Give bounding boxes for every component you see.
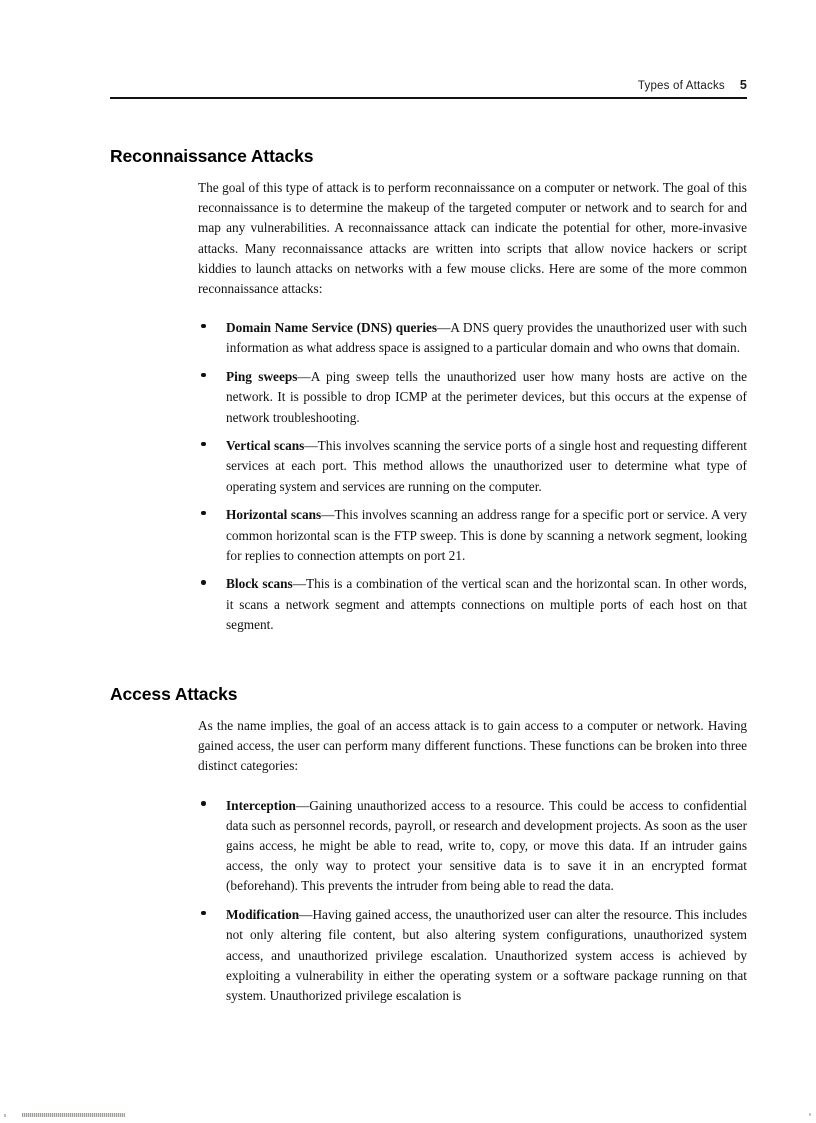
bullet-dot-icon [201, 580, 206, 585]
list-item-term: Modification [226, 907, 300, 923]
section-heading: Access Attacks [110, 684, 238, 704]
scan-artifact-tick-right [809, 1113, 811, 1116]
section-body [198, 716, 747, 1006]
list-item-text: —This is a combination of the vertical scan and the horizontal scan. In other words, it scans a network segment and attempts connections on multiple ports of each host on that segment. [226, 576, 747, 632]
page-header [110, 72, 747, 92]
list-item-term: Horizontal scans [226, 507, 322, 523]
list-item [198, 574, 747, 635]
list-item-text: —This involves scanning an address range for a specific port or service. A very common horizontal scan is the FTP sweep. This is done by scanning a network segment, looking for replies to connection attempts on port 21. [226, 507, 747, 563]
bullet-dot-icon [201, 324, 206, 329]
list-item [198, 505, 747, 566]
section-reconnaissance-attacks [110, 146, 747, 635]
section-body [198, 178, 747, 635]
list-item-term: Interception [226, 797, 296, 813]
header-divider-rule [110, 97, 747, 99]
list-item-text: —Gaining unauthorized access to a resource. This could be access to confidential data such as personnel records, payroll, or research and development projects. As soon as the user gains access, he might be able to read, write to, copy, or move this data. If an intruder gains access, the only way to protect your sensitive data is to save it in an encrypted format (beforehand). This prevents the intruder from being able to read the data. [226, 797, 747, 894]
bullet-dot-icon [201, 801, 206, 806]
list-item-text: —A DNS query provides the unauthorized user with such information as what address space is assigned to a particular domain and who owns that domain. [226, 320, 747, 356]
list-item-term: Block scans [226, 576, 293, 592]
section-heading: Reconnaissance Attacks [110, 146, 314, 166]
bullet-dot-icon [201, 373, 206, 378]
bullet-list [198, 796, 747, 1007]
bullet-dot-icon [201, 511, 206, 516]
list-item-text: —A ping sweep tells the unauthorized user how many hosts are active on the network. It is possible to drop ICMP at the perimeter devices, but this occurs at the expense of network troubleshooting. [226, 369, 747, 425]
page-number: 5 [739, 78, 747, 92]
list-item-term: Vertical scans [226, 438, 305, 454]
scan-artifact-line [22, 1113, 125, 1117]
running-header-title: Types of Attacks [637, 80, 725, 92]
list-item [198, 436, 747, 497]
list-item [198, 367, 747, 428]
section-intro-paragraph: The goal of this type of attack is to perform reconnaissance on a computer or network. The goal of this reconnaissance is to determine the makeup of the targeted computer or network and to search for and map any vulnerabilities. A reconnaissance attack can indicate the potential for other, more-invasive attacks. Many reconnaissance attacks are written into scripts that allow novice hackers or script kiddies to launch attacks on networks with a few mouse clicks. Here are some of the more common reconnaissance attacks: [198, 180, 747, 297]
bullet-list [198, 318, 747, 635]
bullet-dot-icon [201, 442, 206, 447]
list-item [198, 905, 747, 1006]
section-intro-paragraph: As the name implies, the goal of an access attack is to gain access to a computer or network. Having gained access, the user can perform many different functions. These functions can be broken into three distinct categories: [198, 718, 747, 774]
bullet-dot-icon [201, 911, 206, 916]
list-item [198, 796, 747, 897]
list-item-term: Ping sweeps [226, 369, 298, 385]
section-access-attacks [110, 684, 747, 1006]
list-item-text: —Having gained access, the unauthorized user can alter the resource. This includes not only altering file content, but also altering system configurations, unauthorized system access, and unauthorized privilege escalation. Unauthorized system access is achieved by exploiting a vulnerability in either the operating system or a software package running on that system. Unauthorized privilege escalation is [226, 907, 747, 1003]
list-item [198, 318, 747, 358]
list-item-text: —This involves scanning the service ports of a single host and requesting different services at each port. This method allows the unauthorized user to determine what type of operating system and services are running on the computer. [226, 438, 748, 494]
scan-artifact-tick-left [4, 1114, 6, 1117]
list-item-term: Domain Name Service (DNS) queries [226, 320, 438, 336]
